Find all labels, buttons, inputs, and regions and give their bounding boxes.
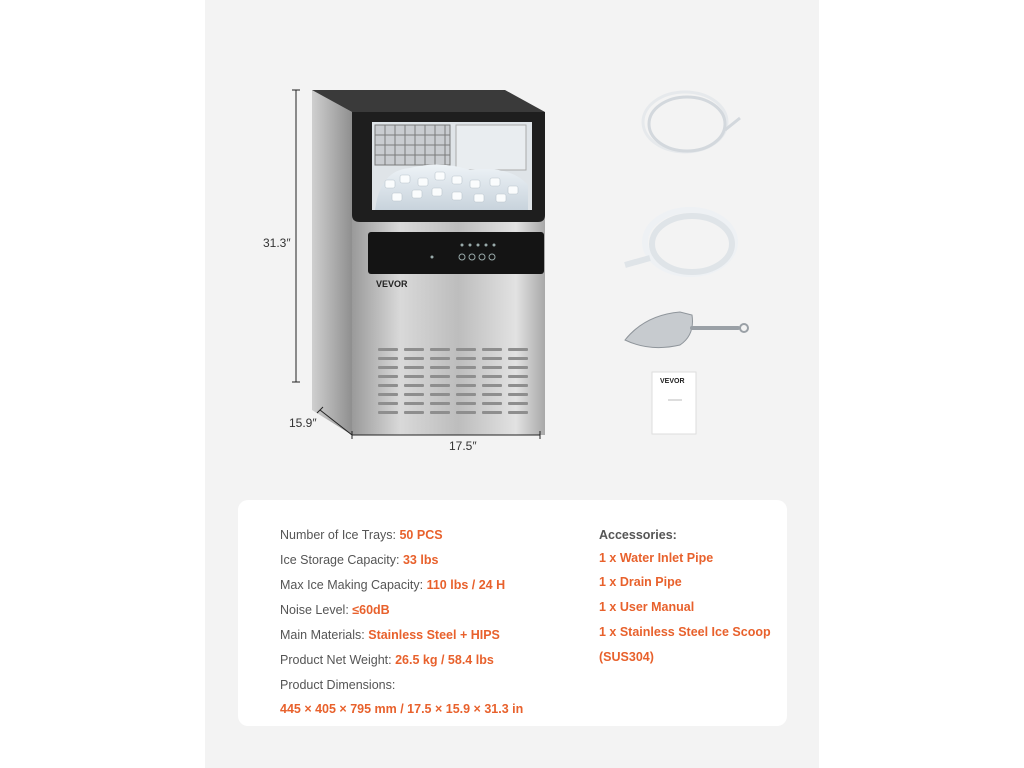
drain-pipe-image [625,210,735,274]
accessory-item: 1 x Stainless Steel Ice Scoop [599,625,771,639]
accessory-item: 1 x Water Inlet Pipe [599,551,714,565]
spec-ice-trays: Number of Ice Trays: 50 PCS [280,528,443,542]
spec-storage-capacity: Ice Storage Capacity: 33 lbs [280,553,439,567]
accessory-item: (SUS304) [599,650,654,664]
manual-brand-label: VEVOR [660,378,685,385]
accessories-title: Accessories: [599,528,677,542]
water-inlet-pipe-image [643,92,740,152]
spec-materials: Main Materials: Stainless Steel + HIPS [280,628,500,642]
height-dimension-label: 31.3″ [263,236,291,250]
side-panel [312,90,352,435]
accessory-item: 1 x Drain Pipe [599,575,682,589]
spec-noise-level: Noise Level: ≤60dB [280,603,390,617]
brand-logo: VEVOR [376,279,408,289]
accessory-item: 1 x User Manual [599,600,695,614]
spec-dimensions-label: Product Dimensions: [280,678,396,692]
spec-net-weight: Product Net Weight: 26.5 kg / 58.4 lbs [280,653,494,667]
width-dimension-label: 17.5″ [449,439,477,453]
evaporator-grid [375,125,450,165]
specifications-card [238,500,787,726]
depth-dimension-label: 15.9″ [289,416,317,430]
spec-ice-making-capacity: Max Ice Making Capacity: 110 lbs / 24 H [280,578,506,592]
spec-dimensions-value: 445 × 405 × 795 mm / 17.5 × 15.9 × 31.3 in [280,702,524,716]
ice-scoop-image [625,312,748,348]
control-panel [368,232,544,274]
